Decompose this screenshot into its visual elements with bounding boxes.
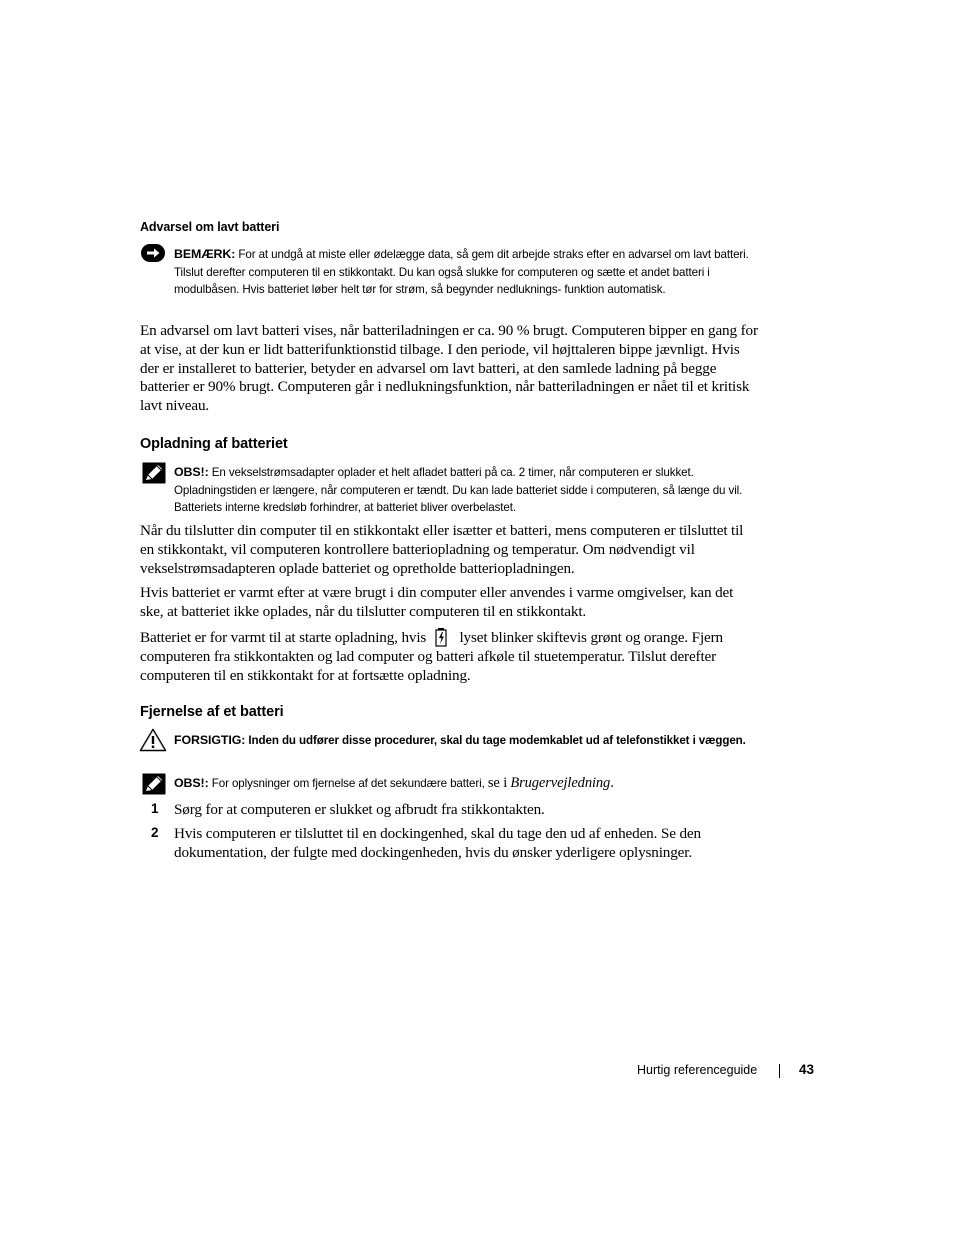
note-text-italic: Brugervejledning [510, 775, 611, 791]
heading-low-battery: Advarsel om lavt batteri [140, 220, 280, 234]
caution-triangle-icon [139, 728, 167, 752]
note-text: En vekselstrømsadapter oplader et helt afladet batteri på ca. 2 timer, når computeren er slukket. Opladningstiden er længere, når computeren er tændt. Du kan lade batteriet sidde i computeren, så længe du vil. Batteriets interne kredsløb forhindrer, at batteriet bliver overbelastet. [174, 466, 743, 514]
step-number: 2 [151, 825, 159, 840]
caution-removal [174, 732, 764, 750]
caution-text: Inden du udfører disse procedurer, skal du tage modemkablet ud af telefonstikket i væggen. [248, 734, 746, 747]
notice-text: For at undgå at miste eller ødelægge data, så gem dit arbejde straks efter en advarsel om lavt batteri. Tilslut derefter computeren til en stikkontakt. Du kan også slukke for computeren og sætte et andet batteri i modulbåsen. Hvis batteriet løber helt tør for strøm, så begynder nedluknings- funktion automatisk. [174, 248, 749, 296]
page-number: 43 [799, 1062, 815, 1077]
note-text: For oplysninger om fjernelse af det sekundære batteri, [211, 777, 485, 790]
paragraph-charging-2: Hvis batteriet er varmt efter at være brugt i din computer eller anvendes i varme omgivelser, kan det ske, at batteriet ikke oplades, når du tilslutter computeren til en stikkontakt. [140, 584, 734, 620]
step-number: 1 [151, 801, 159, 816]
note-text-end: . [610, 775, 614, 791]
note-pencil-icon [142, 773, 166, 795]
note-charging [174, 464, 764, 517]
notice-icon [140, 243, 166, 263]
paragraph-low-battery: En advarsel om lavt batteri vises, når batteriladningen er ca. 90 % brugt. Computeren bipper en gang for at vise, at der kun er lidt batterifunktionstid tilbage. I den periode, vil højttaleren bippe jævnligt. Hvis der er installeret to batterier, betyder en advarsel om lavt batteri, at den samlede ladning på begge batterier er 90% brugt. Computeren går i nedlukningsfunktion, når batteriladningen er nået til et kritisk lavt niveau. [140, 322, 758, 415]
battery-status-icon [430, 628, 456, 646]
notice-label: BEMÆRK: [174, 247, 236, 261]
footer-title: Hurtig referenceguide [637, 1063, 758, 1077]
note-removal [174, 775, 764, 793]
notice-low-battery [174, 246, 764, 299]
note-label: OBS!: [174, 465, 209, 479]
heading-removal: Fjernelse af et batteri [140, 704, 284, 720]
paragraph-charging-3-start: Batteriet er for varmt til at starte opladning, hvis [140, 629, 427, 646]
note-label: OBS!: [174, 776, 209, 790]
note-pencil-icon [142, 462, 166, 484]
paragraph-charging-1: Når du tilslutter din computer til en stikkontakt eller isætter et batteri, mens computeren er tilsluttet til en stikkontakt, vil computeren kontrollere batteriopladning og temperatur. Om nødvendigt vil vekselstrømsadapteren oplade batteriet og opretholde batteriopladningen. [140, 522, 744, 577]
paragraph-charging-3 [140, 628, 760, 685]
heading-charging: Opladning af batteriet [140, 436, 288, 452]
paragraph-charging-3-end: lyset blinker skiftevis grønt og orange. Fjern computeren fra stikkontakten og lad computer og batteri afkøle til stuetemperatur. Tilslut derefter computeren til en stikkontakt for at fortsætte opladning. [140, 629, 723, 684]
caution-label: FORSIGTIG: [174, 733, 246, 747]
note-text-serif: se i [487, 775, 508, 791]
footer-separator [779, 1064, 780, 1078]
step-text: Hvis computeren er tilsluttet til en dockingenhed, skal du tage den ud af enheden. Se den dokumentation, der fulgte med dockingenheden, hvis du ønsker yderligere oplysninger. [174, 825, 701, 861]
step-text: Sørg for at computeren er slukket og afbrudt fra stikkontakten. [174, 801, 545, 818]
